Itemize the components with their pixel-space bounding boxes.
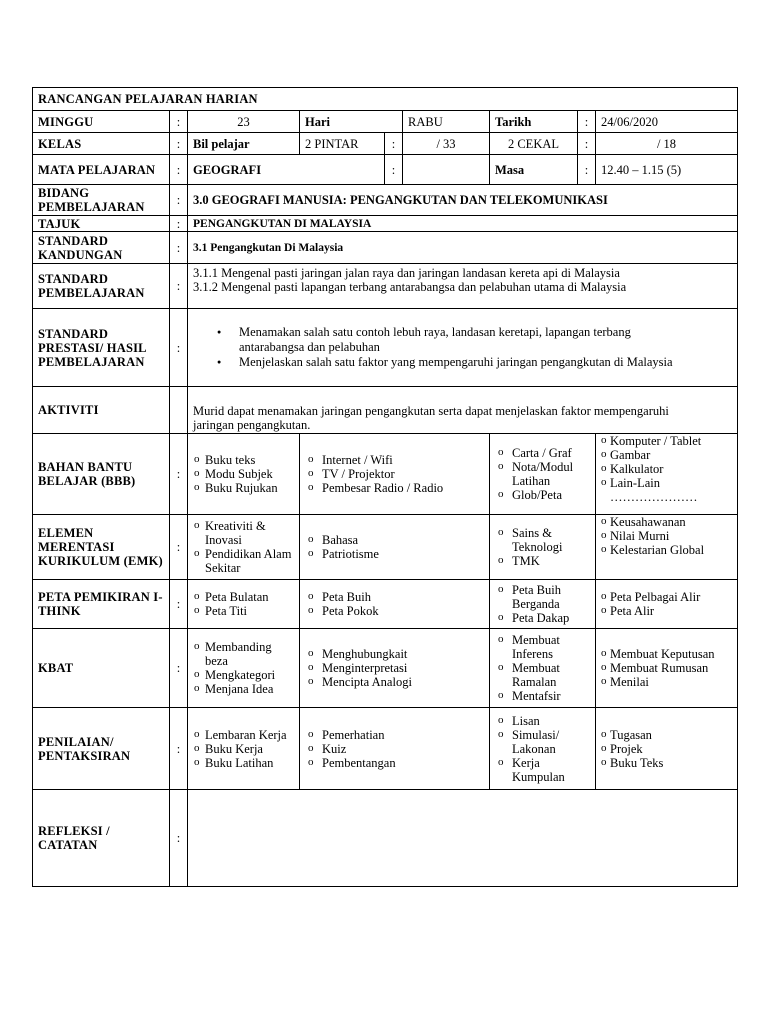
ithink-list	[601, 590, 732, 618]
colon: :	[385, 155, 403, 185]
list-item: o Lembaran Kerja	[193, 728, 294, 742]
kbat-list	[495, 633, 590, 703]
list-item: o Carta / Graf	[495, 446, 590, 460]
bidang-row	[33, 185, 738, 216]
emk-col-2	[300, 515, 490, 580]
ithink-row	[33, 580, 738, 629]
list-item: o Komputer / Tablet	[601, 434, 732, 448]
standard-pembelajaran-label: STANDARD PEMBELAJARAN	[33, 264, 170, 309]
list-item: o Buku Rujukan	[193, 481, 294, 495]
kbat-label: KBAT	[33, 629, 170, 708]
list-item: o Kelestarian Global	[601, 543, 732, 557]
colon: :	[170, 216, 188, 232]
list-item: o Nota/Modul Latihan	[495, 460, 590, 488]
kbat-col-1	[188, 629, 300, 708]
list-item: o Membuat Rumusan	[601, 661, 732, 675]
ithink-col-4	[596, 580, 738, 629]
ithink-list	[495, 583, 590, 625]
list-item: o Kreativiti & Inovasi	[193, 519, 294, 547]
kelas-label: KELAS	[33, 133, 170, 155]
list-item: o Kalkulator	[601, 462, 732, 476]
bbb-list	[193, 453, 294, 495]
list-item: o Menghubungkait	[305, 647, 484, 661]
list-item: o Tugasan	[601, 728, 732, 742]
standard-kandungan-label: STANDARD KANDUNGAN	[33, 232, 170, 264]
ithink-col-3	[490, 580, 596, 629]
list-item: o Menginterpretasi	[305, 661, 484, 675]
kbat-list	[305, 647, 484, 689]
bbb-col-2	[300, 434, 490, 515]
colon: :	[385, 133, 403, 155]
emk-row	[33, 515, 738, 580]
colon: :	[578, 155, 596, 185]
standard-pembelajaran-row	[33, 264, 738, 309]
tajuk-label: TAJUK	[33, 216, 170, 232]
list-item: o Buku Teks	[601, 756, 732, 770]
bil-pelajar-label: Bil pelajar	[188, 133, 300, 155]
emk-label: ELEMEN MERENTASI KURIKULUM (EMK)	[33, 515, 170, 580]
colon: :	[170, 629, 188, 708]
bidang-value: 3.0 GEOGRAFI MANUSIA: PENGANGKUTAN DAN TELEKOMUNIKASI	[188, 185, 738, 216]
refleksi-row	[33, 790, 738, 887]
list-item: o Kerja Kumpulan	[495, 756, 590, 784]
kelas-row	[33, 133, 738, 155]
kbat-list	[193, 640, 294, 696]
aktiviti-value: Murid dapat menamakan jaringan pengangkutan serta dapat menjelaskan faktor mempengaruhi jaringan pengangkutan.	[188, 387, 738, 434]
colon: :	[170, 264, 188, 309]
standard-prestasi-label: STANDARD PRESTASI/ HASIL PEMBELAJARAN	[33, 309, 170, 387]
penilaian-list	[495, 714, 590, 784]
colon: :	[170, 309, 188, 387]
page-title: RANCANGAN PELAJARAN HARIAN	[33, 88, 738, 111]
prestasi-item: ● Menamakan salah satu contoh lebuh raya, landasan keretapi, lapangan terbang antarabangsa dan pelabuhan	[239, 325, 697, 355]
list-item: o Pembesar Radio / Radio	[305, 481, 484, 495]
kelas-1-value: 2 PINTAR	[300, 133, 385, 155]
kelas-2-count: / 18	[596, 133, 738, 155]
penilaian-list	[193, 728, 294, 770]
list-item: o Membuat Inferens	[495, 633, 590, 661]
bbb-label: BAHAN BANTU BELAJAR (BBB)	[33, 434, 170, 515]
ithink-label: PETA PEMIKIRAN I-THINK	[33, 580, 170, 629]
list-item: o Mengkategori	[193, 668, 294, 682]
standard-kandungan-row	[33, 232, 738, 264]
list-item: o Simulasi/ Lakonan	[495, 728, 590, 756]
bbb-col-3	[490, 434, 596, 515]
list-item: o Peta Buih	[305, 590, 484, 604]
minggu-row	[33, 111, 738, 133]
bbb-row	[33, 434, 738, 515]
penilaian-row	[33, 708, 738, 790]
kbat-list	[601, 647, 732, 689]
list-item: o Pemerhatian	[305, 728, 484, 742]
list-item: o Projek	[601, 742, 732, 756]
kelas-2-value: 2 CEKAL	[490, 133, 578, 155]
list-item: o Menilai	[601, 675, 732, 689]
standard-kandungan-value: 3.1 Pengangkutan Di Malaysia	[188, 232, 738, 264]
masa-value: 12.40 – 1.15 (5)	[596, 155, 738, 185]
ithink-col-2	[300, 580, 490, 629]
masa-label: Masa	[490, 155, 578, 185]
list-item: o Modu Subjek	[193, 467, 294, 481]
list-item: o Keusahawanan	[601, 515, 732, 529]
list-item: o Peta Pelbagai Alir	[601, 590, 732, 604]
list-item: o Pendidikan Alam Sekitar	[193, 547, 294, 575]
colon: :	[170, 434, 188, 515]
rph-table	[32, 87, 738, 887]
list-item: o Peta Pokok	[305, 604, 484, 618]
standard-pembelajaran-value	[188, 264, 738, 309]
list-item: o Lain-Lain …………………	[601, 476, 732, 504]
list-item: o Pembentangan	[305, 756, 484, 770]
emk-list	[601, 515, 732, 557]
tajuk-value: PENGANGKUTAN DI MALAYSIA	[188, 216, 738, 232]
colon: :	[578, 111, 596, 133]
bbb-list	[495, 446, 590, 502]
sp-item: 3.1.1 Mengenal pasti jaringan jalan raya dan jaringan landasan kereta api di Malaysia	[193, 266, 620, 280]
penilaian-list	[305, 728, 484, 770]
bbb-list	[601, 434, 732, 504]
penilaian-col-1	[188, 708, 300, 790]
list-item: o Buku Latihan	[193, 756, 294, 770]
standard-prestasi-value	[188, 309, 738, 387]
list-item: o Membuat Keputusan	[601, 647, 732, 661]
tarikh-label: Tarikh	[490, 111, 578, 133]
tarikh-value: 24/06/2020	[596, 111, 738, 133]
minggu-label: MINGGU	[33, 111, 170, 133]
list-item: o Membuat Ramalan	[495, 661, 590, 689]
colon	[170, 387, 188, 434]
list-item: o TV / Projektor	[305, 467, 484, 481]
bbb-col-1	[188, 434, 300, 515]
sp-item: 3.1.2 Mengenal pasti lapangan terbang antarabangsa dan pelabuhan utama di Malaysia	[193, 280, 627, 294]
ithink-list	[305, 590, 484, 618]
colon: :	[170, 111, 188, 133]
prestasi-list	[193, 325, 697, 370]
colon: :	[170, 155, 188, 185]
emk-list	[305, 533, 484, 561]
ithink-col-1	[188, 580, 300, 629]
list-item: o Kuiz	[305, 742, 484, 756]
emk-col-4	[596, 515, 738, 580]
list-item: o Membanding beza	[193, 640, 294, 668]
emk-list	[193, 519, 294, 575]
list-item: o TMK	[495, 554, 590, 568]
colon: :	[170, 515, 188, 580]
list-item: o Bahasa	[305, 533, 484, 547]
list-item: o Nilai Murni	[601, 529, 732, 543]
list-item: o Peta Titi	[193, 604, 294, 618]
colon: :	[170, 708, 188, 790]
list-item: o Buku teks	[193, 453, 294, 467]
list-item: o Peta Buih Berganda	[495, 583, 590, 611]
list-item: o Internet / Wifi	[305, 453, 484, 467]
bidang-label: BIDANG PEMBELAJARAN	[33, 185, 170, 216]
title-row	[33, 88, 738, 111]
list-item: o Peta Alir	[601, 604, 732, 618]
ithink-list	[193, 590, 294, 618]
bbb-col-4	[596, 434, 738, 515]
list-item: o Buku Kerja	[193, 742, 294, 756]
list-item: o Sains & Teknologi	[495, 526, 590, 554]
penilaian-list	[601, 728, 732, 770]
list-item: o Patriotisme	[305, 547, 484, 561]
colon: :	[170, 580, 188, 629]
mata-pelajaran-row	[33, 155, 738, 185]
minggu-value: 23	[188, 111, 300, 133]
emk-col-1	[188, 515, 300, 580]
colon: :	[170, 790, 188, 887]
penilaian-col-2	[300, 708, 490, 790]
hari-label: Hari	[300, 111, 403, 133]
list-item: o Mentafsir	[495, 689, 590, 703]
mata-pelajaran-label: MATA PELAJARAN	[33, 155, 170, 185]
prestasi-item: ● Menjelaskan salah satu faktor yang mempengaruhi jaringan pengangkutan di Malaysia	[239, 355, 697, 370]
list-item: o Mencipta Analogi	[305, 675, 484, 689]
penilaian-col-3	[490, 708, 596, 790]
bbb-list	[305, 453, 484, 495]
hari-value: RABU	[403, 111, 490, 133]
colon: :	[170, 133, 188, 155]
kbat-row	[33, 629, 738, 708]
list-item: o Lisan	[495, 714, 590, 728]
list-item: o Peta Bulatan	[193, 590, 294, 604]
colon: :	[578, 133, 596, 155]
penilaian-label: PENILAIAN/ PENTAKSIRAN	[33, 708, 170, 790]
list-item: o Glob/Peta	[495, 488, 590, 502]
kelas-1-count: / 33	[403, 133, 490, 155]
tajuk-row	[33, 216, 738, 232]
list-item: o Gambar	[601, 448, 732, 462]
list-item: o Peta Dakap	[495, 611, 590, 625]
aktiviti-label: AKTIVITI	[33, 387, 170, 434]
kbat-col-3	[490, 629, 596, 708]
refleksi-label: REFLEKSI / CATATAN	[33, 790, 170, 887]
list-item: o Menjana Idea	[193, 682, 294, 696]
emk-list	[495, 526, 590, 568]
refleksi-value[interactable]	[188, 790, 738, 887]
aktiviti-row	[33, 387, 738, 434]
colon: :	[170, 185, 188, 216]
kbat-col-4	[596, 629, 738, 708]
emk-col-3	[490, 515, 596, 580]
penilaian-col-4	[596, 708, 738, 790]
standard-prestasi-row	[33, 309, 738, 387]
mata-pelajaran-value: GEOGRAFI	[188, 155, 385, 185]
kbat-col-2	[300, 629, 490, 708]
colon: :	[170, 232, 188, 264]
mata-pelajaran-extra	[403, 155, 490, 185]
